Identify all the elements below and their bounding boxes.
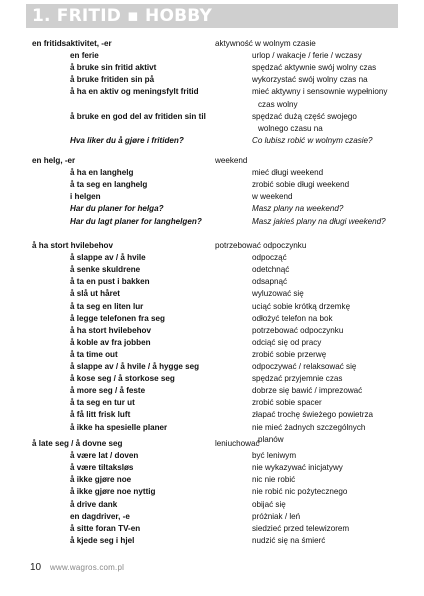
- polish-translation: odciąć się od pracy: [252, 337, 322, 347]
- polish-translation: odsapnąć: [252, 277, 288, 287]
- polish-translation: Co lubisz robić w wolnym czasie?: [252, 135, 373, 145]
- polish-translation: siedzieć przed telewizorem: [252, 523, 350, 533]
- entry-row: [0, 422, 424, 433]
- polish-translation: obijać się: [252, 499, 286, 509]
- norwegian-term: å ta en pust i bakken: [70, 277, 150, 287]
- norwegian-term: å slå ut håret: [70, 289, 120, 299]
- norwegian-term: å drive dank: [70, 499, 118, 509]
- entry-row: [0, 62, 424, 73]
- norwegian-term: Hva liker du å gjøre i fritiden?: [70, 135, 184, 145]
- polish-translation: złapać trochę świeżego powietrza: [252, 410, 374, 420]
- norwegian-term: å kjede seg i hjel: [70, 535, 135, 545]
- polish-translation: czas wolny: [258, 99, 298, 109]
- polish-translation: Masz plany na weekend?: [252, 204, 344, 214]
- entry-row: [0, 535, 424, 546]
- entry-row: [0, 325, 424, 336]
- page-number: 10: [30, 562, 42, 573]
- norwegian-term: Har du planer for helga?: [70, 204, 164, 214]
- polish-translation: odłożyć telefon na bok: [252, 313, 333, 323]
- norwegian-term: Har du lagt planer for langhelgen?: [70, 216, 202, 226]
- norwegian-term: å late seg / å dovne seg: [32, 439, 123, 448]
- norwegian-term: å ha en aktiv og meningsfylt fritid: [70, 87, 199, 97]
- entry-row: [0, 349, 424, 360]
- entry-row: [0, 111, 424, 122]
- example-question-row: [0, 135, 424, 146]
- entry-head-row: [0, 38, 424, 49]
- entry-row: [0, 450, 424, 461]
- norwegian-term: å være lat / doven: [70, 451, 139, 461]
- polish-translation: w weekend: [252, 192, 293, 202]
- polish-translation: uciąć sobie krótką drzemkę: [252, 301, 351, 311]
- translation-continuation-row: [0, 99, 424, 110]
- norwegian-term: å slappe av / å hvile: [70, 253, 146, 263]
- norwegian-term: en helg, -er: [32, 156, 76, 165]
- entry-row: [0, 361, 424, 372]
- entry-row: [0, 74, 424, 85]
- entry-row: [0, 179, 424, 190]
- norwegian-term: å ikke ha spesielle planer: [70, 422, 168, 432]
- page-footer: [0, 562, 424, 582]
- polish-translation: mieć długi weekend: [252, 168, 324, 178]
- polish-translation: spędzać dużą część swojego: [252, 111, 357, 121]
- polish-translation: weekend: [215, 156, 248, 165]
- norwegian-term: å være tiltaksløs: [70, 463, 134, 473]
- norwegian-term: å ta seg en tur ut: [70, 398, 135, 408]
- entry-row: [0, 499, 424, 510]
- entry-row: [0, 462, 424, 473]
- polish-translation: dobrze się bawić / imprezować: [252, 386, 363, 396]
- norwegian-term: å sitte foran TV-en: [70, 523, 141, 533]
- entry-row: [0, 486, 424, 497]
- norwegian-term: å ha stort hvilebehov: [32, 241, 113, 250]
- entry-row: [0, 252, 424, 263]
- example-question-row: [0, 216, 424, 227]
- norwegian-term: å bruke en god del av fritiden sin til: [70, 111, 206, 121]
- polish-translation: być leniwym: [252, 451, 297, 461]
- polish-translation: nie robić nic pożytecznego: [252, 487, 348, 497]
- polish-translation: leniuchować: [215, 439, 260, 448]
- norwegian-term: å koble av fra jobben: [70, 337, 151, 347]
- polish-translation: nic nie robić: [252, 475, 296, 485]
- website-url: www.wagros.com.pl: [50, 563, 125, 572]
- entry-row: [0, 191, 424, 202]
- entry-row: [0, 337, 424, 348]
- polish-translation: wykorzystać swój wolny czas na: [252, 75, 368, 85]
- entry-row: [0, 276, 424, 287]
- norwegian-term: en dagdriver, -e: [70, 511, 130, 521]
- polish-translation: nie mieć żadnych szczególnych: [252, 422, 366, 432]
- polish-translation: zrobić sobie przerwę: [252, 349, 327, 359]
- norwegian-term: å ikke gjøre noe: [70, 475, 132, 485]
- polish-translation: planów: [258, 434, 284, 444]
- chapter-title: 1. FRITID ▪ HOBBY: [32, 6, 212, 26]
- norwegian-term: å ta time out: [70, 349, 118, 359]
- entry-row: [0, 385, 424, 396]
- entry-row: [0, 167, 424, 178]
- norwegian-term: å slappe av / å hvile / å hygge seg: [70, 362, 200, 371]
- norwegian-term: å kose seg / å storkose seg: [70, 374, 175, 384]
- example-question-row: [0, 203, 424, 214]
- norwegian-term: å bruke sin fritid aktivt: [70, 63, 157, 73]
- entry-row: [0, 373, 424, 384]
- entry-row: [0, 288, 424, 299]
- entry-head-row: [0, 240, 424, 251]
- polish-translation: nie wykazywać inicjatywy: [252, 463, 343, 473]
- polish-translation: wolnego czasu na: [258, 123, 323, 133]
- entry-row: [0, 301, 424, 312]
- norwegian-term: å legge telefonen fra seg: [70, 313, 165, 323]
- polish-translation: potrzebować odpoczynku: [252, 325, 344, 335]
- entry-head-row: [0, 155, 424, 166]
- entry-row: [0, 313, 424, 324]
- polish-translation: zrobić sobie spacer: [252, 398, 322, 408]
- norwegian-term: å ikke gjøre noe nyttig: [70, 487, 156, 497]
- polish-translation: odpoczywać / relaksować się: [252, 362, 357, 371]
- translation-continuation-row: [0, 123, 424, 134]
- norwegian-term: å senke skuldrene: [70, 265, 141, 275]
- polish-translation: urlop / wakacje / ferie / wczasy: [252, 51, 362, 61]
- entry-row: [0, 86, 424, 97]
- polish-translation: odpocząć: [252, 253, 287, 263]
- norwegian-term: å bruke fritiden sin på: [70, 75, 155, 85]
- entry-row: [0, 409, 424, 420]
- polish-translation: Masz jakieś plany na długi weekend?: [252, 216, 386, 226]
- norwegian-term: å ha en langhelg: [70, 168, 134, 178]
- entry-row: [0, 397, 424, 408]
- entry-row: [0, 474, 424, 485]
- entry-row: [0, 511, 424, 522]
- polish-translation: spędzać przyjemnie czas: [252, 374, 343, 384]
- norwegian-term: å ta seg en langhelg: [70, 180, 148, 190]
- norwegian-term: en fritidsaktivitet, -er: [32, 39, 112, 48]
- entry-row: [0, 264, 424, 275]
- polish-translation: próżniak / leń: [252, 511, 301, 521]
- norwegian-term: å ta seg en liten lur: [70, 301, 144, 311]
- entry-row: [0, 523, 424, 534]
- polish-translation: mieć aktywny i sensownie wypełniony: [252, 87, 388, 97]
- norwegian-term: i helgen: [70, 192, 101, 202]
- polish-translation: nudzić się na śmierć: [252, 535, 326, 545]
- norwegian-term: å få litt frisk luft: [70, 410, 131, 420]
- norwegian-term: en ferie: [70, 51, 99, 61]
- polish-translation: wyluzować się: [252, 289, 304, 299]
- polish-translation: spędzać aktywnie swój wolny czas: [252, 63, 377, 73]
- norwegian-term: å more seg / å feste: [70, 386, 146, 396]
- polish-translation: zrobić sobie długi weekend: [252, 180, 350, 190]
- norwegian-term: å ha stort hvilebehov: [70, 325, 151, 335]
- polish-translation: potrzebować odpoczynku: [215, 241, 307, 250]
- entry-head-row: [0, 438, 424, 449]
- polish-translation: odetchnąć: [252, 265, 290, 275]
- entry-row: [0, 50, 424, 61]
- polish-translation: aktywność w wolnym czasie: [215, 39, 316, 48]
